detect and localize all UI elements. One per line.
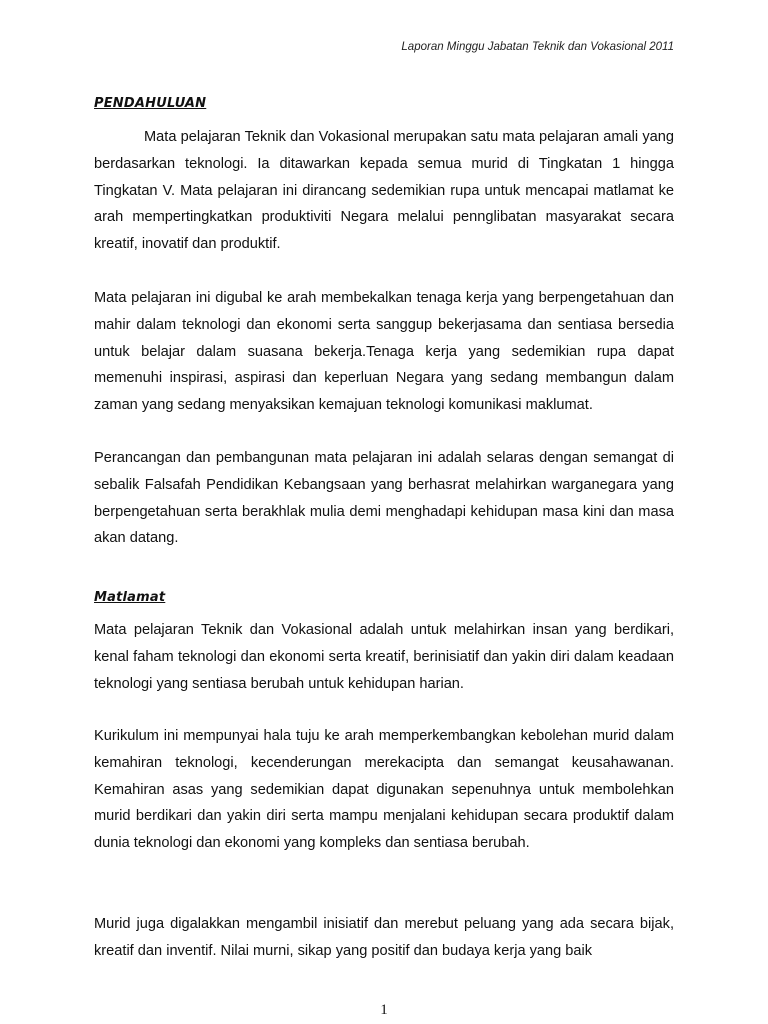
paragraph-matlamat-1: Mata pelajaran Teknik dan Vokasional adalah untuk melahirkan insan yang berdikari, kenal faham teknologi dan ekonomi serta kreatif, berinisiatif dan yakin diri dalam keadaan teknologi yang sentiasa berubah untuk kehidupan harian. [94, 622, 674, 692]
paragraph-pendahuluan-3: Perancangan dan pembangunan mata pelajaran ini adalah selaras dengan semangat di sebalik Falsafah Pendidikan Kebangsaan yang berhasrat melahirkan warganegara yang berpengetahuan serta berakhlak mulia demi menghadapi kehidupan masa kini dan masa akan datang. [94, 450, 674, 547]
section-heading-matlamat: Matlamat [94, 590, 166, 605]
page-number: 1 [380, 1002, 388, 1018]
paragraph-pendahuluan-2: Mata pelajaran ini digubal ke arah membekalkan tenaga kerja yang berpengetahuan dan mahir dalam teknologi dan ekonomi serta sanggup bekerjasama dan sentiasa bersedia untuk belajar dalam suasana bekerja.Tenaga kerja yang sedemikian rupa dapat memenuhi inspirasi, aspirasi dan keperluan Negara yang sedang membangun dalam zaman yang sedang menyaksikan kemajuan teknologi komunikasi maklumat. [94, 290, 674, 414]
paragraph-matlamat-3: Murid juga digalakkan mengambil inisiatif dan merebut peluang yang ada secara bijak, kreatif dan inventif. Nilai murni, sikap yang positif dan budaya kerja yang baik [94, 916, 674, 959]
paragraph-pendahuluan-1: Mata pelajaran Teknik dan Vokasional merupakan satu mata pelajaran amali yang berdasarkan teknologi. Ia ditawarkan kepada semua murid di Tingkatan 1 hingga Tingkatan V. Mata pelajaran ini dirancang sedemikian rupa untuk mencapai matlamat ke arah mempertingkatkan produktiviti Negara melalui pennglibatan masyarakat secara kreatif, inovatif dan produktif. [94, 129, 674, 253]
paragraph-matlamat-2: Kurikulum ini mempunyai hala tuju ke arah memperkembangkan kebolehan murid dalam kemahiran teknologi, kecenderungan merekacipta dan semangat keusahawanan. Kemahiran asas yang sedemikian dapat digunakan sepenuhnya untuk membolehkan murid berdikari dan yakin diri serta mampu menjalani kehidupan secara produktif dalam dunia teknologi dan ekonomi yang kompleks dan sentiasa berubah. [94, 728, 674, 852]
running-header: Laporan Minggu Jabatan Teknik dan Vokasional 2011 [401, 41, 674, 53]
section-heading-pendahuluan: PENDAHULUAN [94, 96, 207, 111]
